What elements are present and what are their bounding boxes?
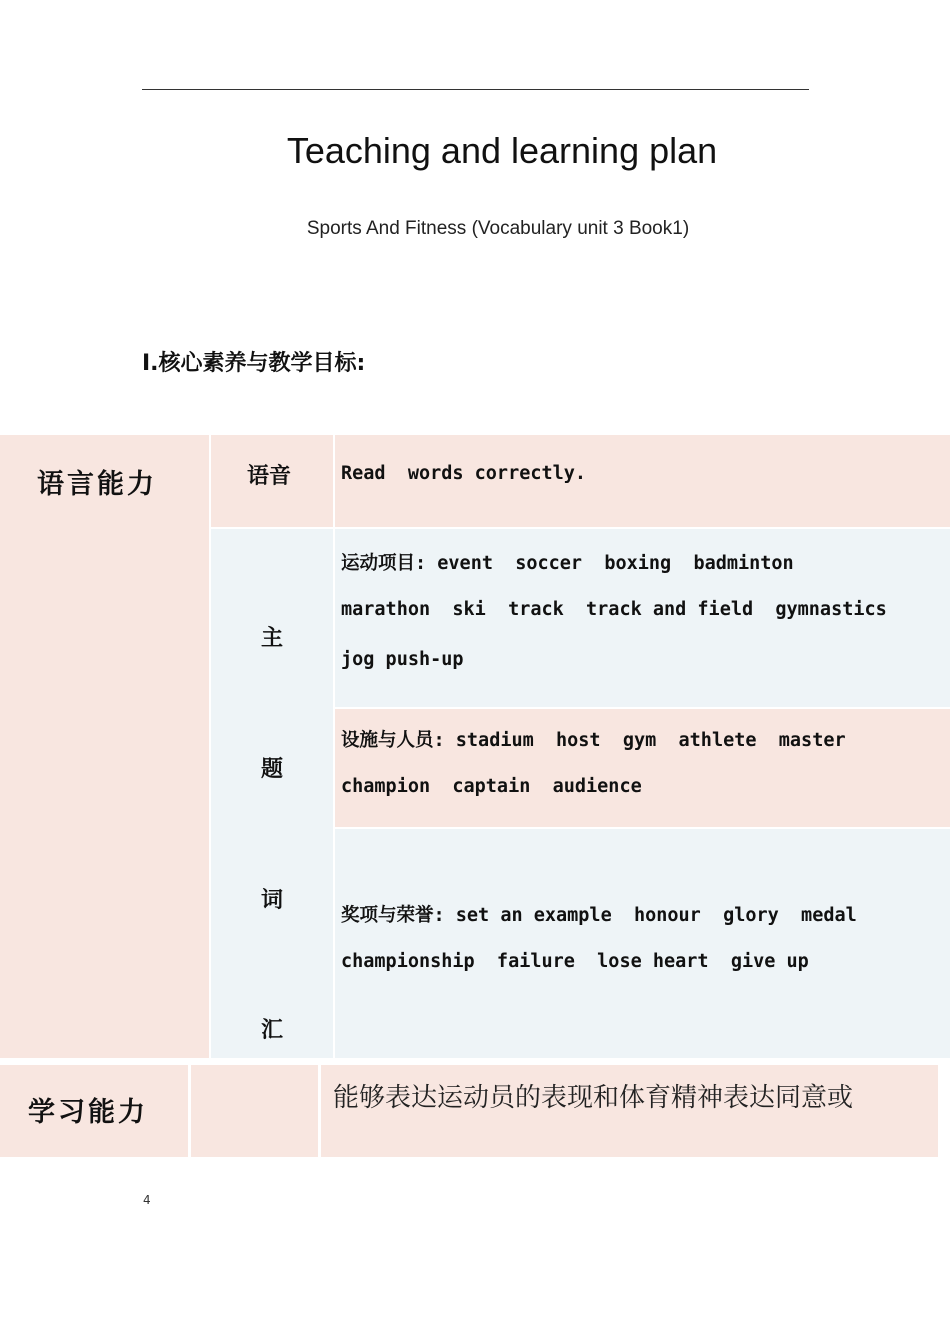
page-subtitle: Sports And Fitness (Vocabulary unit 3 Book1): [306, 218, 690, 239]
vocab-char-3: 词: [260, 888, 283, 913]
vocab-label-cell: [211, 529, 333, 1058]
learning-ability-cell: [0, 1065, 188, 1157]
pronunciation-text: Read words correctly.: [341, 463, 587, 484]
awards-vocab-line-1: 奖项与荣誉: set an example honour glory medal: [341, 905, 857, 926]
facilities-vocab-line-1: 设施与人员: stadium host gym athlete master: [341, 730, 846, 751]
sports-vocab-line-1: 运动项目: event soccer boxing badminton: [341, 553, 794, 574]
pronunciation-label-cell: [211, 435, 333, 527]
facilities-vocab-line-2: champion captain audience: [341, 776, 642, 797]
learning-ability-content-cell: [321, 1065, 938, 1157]
sports-vocab-cell: [335, 529, 950, 707]
pronunciation-content-cell: [335, 435, 950, 527]
vocab-char-2: 题: [260, 757, 283, 782]
learning-ability-label: 学习能力: [28, 1097, 148, 1128]
page-number: 4: [143, 1193, 151, 1207]
facilities-vocab-cell: [335, 709, 950, 827]
vocab-char-4: 汇: [260, 1018, 283, 1043]
sports-vocab-line-2: marathon ski track track and field gymnastics: [341, 599, 887, 620]
awards-vocab-line-2: championship failure lose heart give up: [341, 951, 809, 972]
learning-ability-middle-cell: [191, 1065, 318, 1157]
pronunciation-label: 语音: [247, 464, 292, 489]
vocab-char-1: 主: [260, 626, 283, 651]
learning-ability-text: 能够表达运动员的表现和体育精神表达同意或: [333, 1083, 854, 1113]
section-heading: I.核心素养与教学目标:: [142, 351, 366, 376]
page-title: Teaching and learning plan: [286, 130, 718, 171]
top-rule: [142, 89, 809, 90]
awards-vocab-cell: [335, 829, 950, 1058]
language-ability-label: 语言能力: [37, 469, 157, 500]
sports-vocab-line-3: jog push-up: [341, 649, 464, 670]
language-ability-cell: [0, 435, 209, 1058]
